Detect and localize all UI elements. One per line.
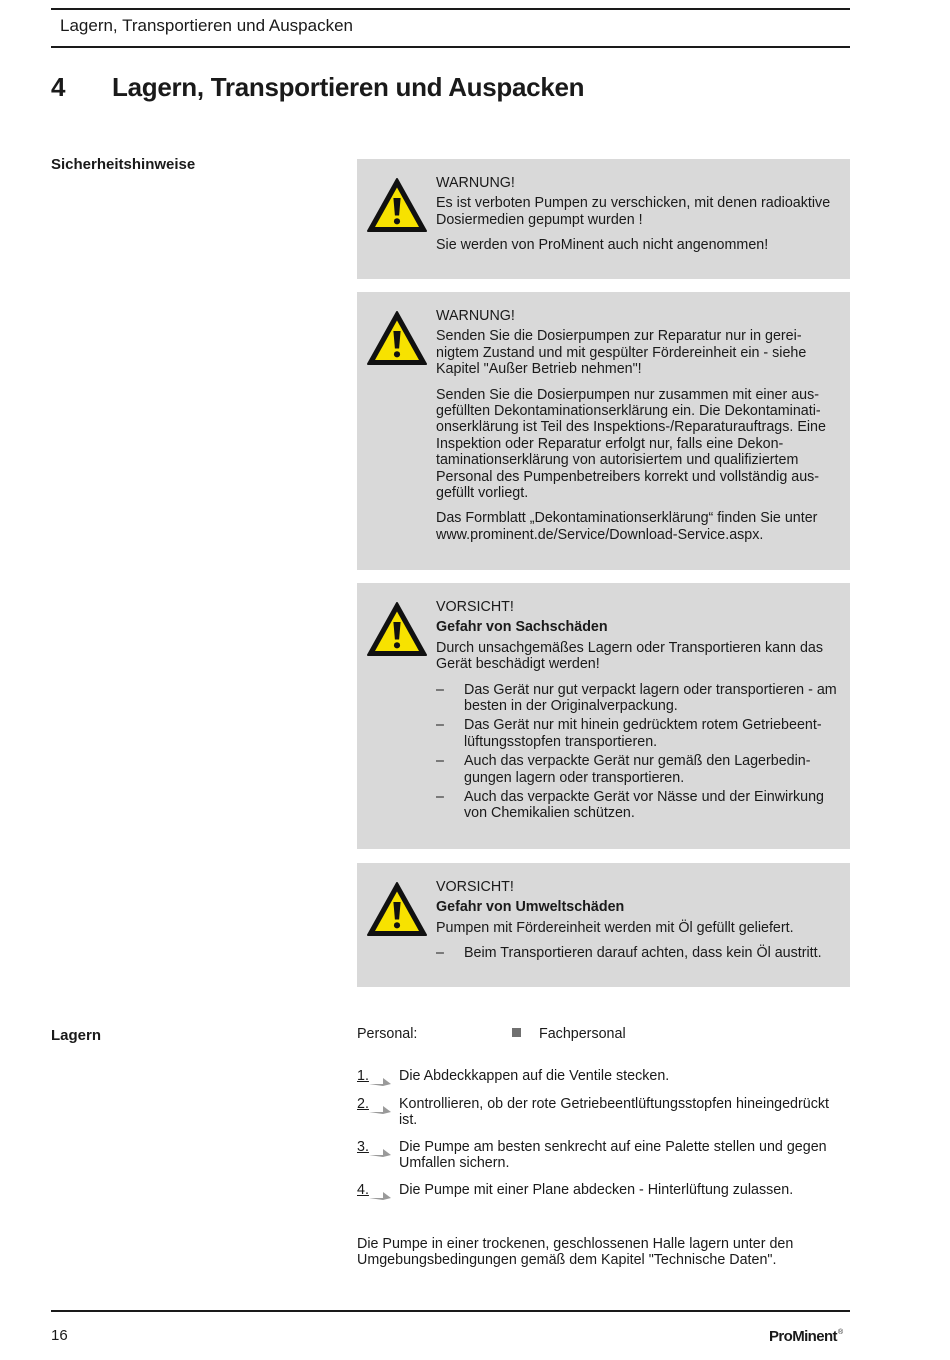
warning-signal-word: WARNUNG! xyxy=(436,308,515,324)
bullet-text: Das Gerät nur mit hinein gedrücktem rotem Getriebeentlüftungsstopfen transportieren. xyxy=(464,717,822,750)
warning-bullet xyxy=(436,789,838,822)
warning-signal-word: WARNUNG! xyxy=(436,175,515,191)
warning-box xyxy=(357,292,850,570)
warning-paragraph: Senden Sie die Dosierpumpen nur zusammen mit einer ausgefüllten Dekontaminationserklärung ein. Die Dekontaminationserklärung ist Teil des Inspektions-/Reparaturauftrags. Eine Inspektion oder Reparatur erfolgt nur, falls eine Dekontaminationserklärung von autorisiertem und qualifiziertem Personal des Pumpenbetreibers korrekt und vollständig ausgefüllt vorliegt. xyxy=(436,386,826,502)
warning-paragraph: Das Formblatt „Dekontaminationserklärung“ finden Sie unter www.prominent.de/Service/Download-Service.aspx. xyxy=(436,510,818,543)
bullet-dash: – xyxy=(436,753,444,770)
chapter-heading xyxy=(51,72,584,103)
warning-bullet-list xyxy=(436,945,838,961)
bullet-text: Auch das verpackte Gerät nur gemäß den Lagerbedingungen lagern oder transportieren. xyxy=(464,753,811,786)
header-top-rule xyxy=(51,8,850,10)
section-heading-storage: Lagern xyxy=(51,1027,102,1044)
storage-step xyxy=(357,1096,850,1129)
warning-box xyxy=(357,583,850,849)
storage-step xyxy=(357,1139,850,1172)
warning-bullet-list xyxy=(436,682,838,822)
square-bullet-icon xyxy=(512,1028,521,1037)
step-text: Kontrollieren, ob der rote Getriebeentlüftungsstopfen hineingedrückt ist. xyxy=(399,1096,829,1129)
step-text: Die Pumpe am besten senkrecht auf eine Palette stellen und gegen Umfallen sichern. xyxy=(399,1138,827,1172)
warning-triangle-icon xyxy=(366,310,428,366)
bullet-dash: – xyxy=(436,717,444,734)
registered-mark: ® xyxy=(837,1329,843,1336)
step-number: 1. xyxy=(357,1068,369,1084)
chapter-number: 4 xyxy=(51,72,66,102)
footer-rule xyxy=(51,1310,850,1312)
storage-note: Die Pumpe in einer trockenen, geschlossenen Halle lagern unter den Umgebungsbedingungen gemäß dem Kapitel "Technische Daten". xyxy=(357,1236,794,1269)
warning-signal-word: VORSICHT! xyxy=(436,599,514,615)
prominent-logo xyxy=(769,1328,843,1345)
hazard-title: Gefahr von Sachschäden xyxy=(436,619,608,636)
bullet-text: Auch das verpackte Gerät vor Nässe und der Einwirkung von Chemikalien schützen. xyxy=(464,789,824,822)
step-number: 3. xyxy=(357,1138,369,1155)
warning-bullet xyxy=(436,945,838,961)
personal-value: Fachpersonal xyxy=(539,1026,626,1042)
step-number: 4. xyxy=(357,1181,369,1198)
bullet-dash: – xyxy=(436,789,444,806)
header-bottom-rule xyxy=(51,46,850,48)
warning-triangle-icon xyxy=(366,881,428,937)
warning-bullet xyxy=(436,682,838,715)
storage-steps xyxy=(357,1068,850,1210)
warning-paragraph: Pumpen mit Fördereinheit werden mit Öl gefüllt geliefert. xyxy=(436,919,794,936)
section-heading-safety: Sicherheitshinweise xyxy=(51,156,196,173)
warning-paragraph: Sie werden von ProMinent auch nicht angenommen! xyxy=(436,237,769,254)
bullet-text: Das Gerät nur gut verpackt lagern oder transportieren - am besten in der Originalverpackung. xyxy=(464,681,837,715)
bullet-dash: – xyxy=(436,945,444,962)
step-number: 2. xyxy=(357,1096,369,1112)
logo-text: ProMinent xyxy=(769,1328,837,1345)
step-arrow-icon xyxy=(369,1074,391,1086)
warning-triangle-icon xyxy=(366,601,428,657)
running-head: Lagern, Transportieren und Auspacken xyxy=(60,16,353,35)
storage-step xyxy=(357,1068,850,1086)
step-arrow-icon xyxy=(369,1102,391,1114)
warning-signal-word: VORSICHT! xyxy=(436,879,514,895)
warning-box xyxy=(357,863,850,987)
hazard-title: Gefahr von Umweltschäden xyxy=(436,899,625,916)
bullet-dash: – xyxy=(436,681,444,698)
step-text: Die Abdeckkappen auf die Ventile stecken. xyxy=(399,1068,670,1084)
page-number: 16 xyxy=(51,1327,68,1344)
personal-label: Personal: xyxy=(357,1026,418,1042)
chapter-title: Lagern, Transportieren und Auspacken xyxy=(112,72,585,102)
warning-box xyxy=(357,159,850,279)
warning-triangle-icon xyxy=(366,177,428,233)
bullet-text: Beim Transportieren darauf achten, dass kein Öl austritt. xyxy=(464,945,822,962)
warning-paragraph: Durch unsachgemäßes Lagern oder Transportieren kann das Gerät beschädigt werden! xyxy=(436,639,824,673)
step-arrow-icon xyxy=(369,1188,391,1200)
step-arrow-icon xyxy=(369,1145,391,1157)
warning-paragraph: Senden Sie die Dosierpumpen zur Reparatur nur in gereinigtem Zustand und mit gespülter Fördereinheit ein - siehe Kapitel "Außer Betrieb nehmen"! xyxy=(436,328,807,378)
warning-bullet xyxy=(436,717,838,750)
storage-step xyxy=(357,1182,850,1200)
step-text: Die Pumpe mit einer Plane abdecken - Hinterlüftung zulassen. xyxy=(399,1181,794,1198)
warning-bullet xyxy=(436,753,838,786)
personal-row xyxy=(357,1026,850,1042)
warning-paragraph: Es ist verboten Pumpen zu verschicken, mit denen radioaktive Dosiermedien gepumpt wurden ! xyxy=(436,195,831,228)
